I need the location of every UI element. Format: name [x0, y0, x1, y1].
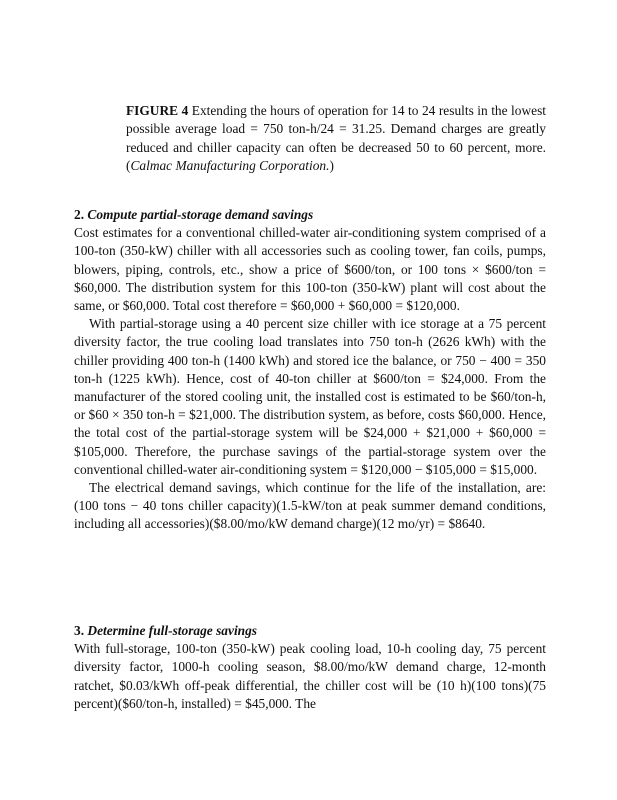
section-title: Compute partial-storage demand savings: [87, 207, 314, 222]
section-heading: [74, 622, 546, 640]
figure-label: FIGURE 4: [126, 103, 189, 118]
section-number: 3.: [74, 623, 85, 638]
paragraph: With partial-storage using a 40 percent size chiller with ice storage at a 75 percent diversity factor, the true cooling load translates into 750 ton-h (2626 kWh) with the chiller providing 400 ton-h (1400 kWh) and stored ice the balance, or 750 − 400 = 350 ton-h (1225 kWh). Hence, cost of 40-ton chiller at $600/ton = $24,000. From the manufacturer of the stored cooling unit, the installed cost is estimated to be $60/ton-h, or $60 × 350 ton-h = $21,000. The distribution system, as before, costs $60,000. Hence, the total cost of the partial-storage system will be $24,000 + $21,000 + $60,000 = $105,000. Therefore, the purchase savings of the partial-storage system over the conventional chilled-water air-conditioning system = $120,000 − $105,000 = $15,000.: [74, 316, 546, 477]
section-title: Determine full-storage savings: [87, 623, 258, 638]
section-heading: [74, 206, 546, 224]
figure-close: ): [329, 158, 334, 174]
figure-source: Calmac Manufacturing Corporation.: [130, 158, 330, 174]
section-number: 2.: [74, 207, 85, 222]
paragraph: With full-storage, 100-ton (350-kW) peak cooling load, 10-h cooling day, 75 percent diversity factor, 1000-h cooling season, $8.00/mo/kW demand charge, 12-month ratchet, $0.03/kWh off-peak differential, the chiller cost will be (10 h)(100 tons)(75 percent)($60/ton-h, installed) = $45,000. The: [74, 641, 546, 711]
figure-description: Extending the hours of operation for 14 to 24 results in the lowest possible average load = 750 ton-h/24 = 31.25. Demand charges are greatly reduced and chiller capacity can often be decreased 50 to 60 percent, more. (: [126, 103, 546, 174]
section-full-storage: [74, 622, 546, 713]
section-partial-storage: [74, 206, 546, 534]
figure-caption-text: [104, 102, 546, 176]
paragraph: Cost estimates for a conventional chilled-water air-conditioning system comprised of a 100-ton (350-kW) chiller with all accessories such as cooling tower, fan coils, pumps, blowers, piping, controls, etc., show a price of $600/ton, or 100 tons × $600/ton = $60,000. The distribution system for this 100-ton (350-kW) plant will cost about the same, or $60,000. Total cost therefore = $60,000 + $60,000 = $120,000.: [74, 225, 546, 314]
paragraph: The electrical demand savings, which continue for the life of the installation, are: (100 tons − 40 tons chiller capacity)(1.5-kW/ton at peak summer demand conditions, including all accessories)($8.00/mo/kW demand charge)(12 mo/yr) = $8640.: [74, 480, 546, 532]
figure-caption: [104, 102, 546, 176]
